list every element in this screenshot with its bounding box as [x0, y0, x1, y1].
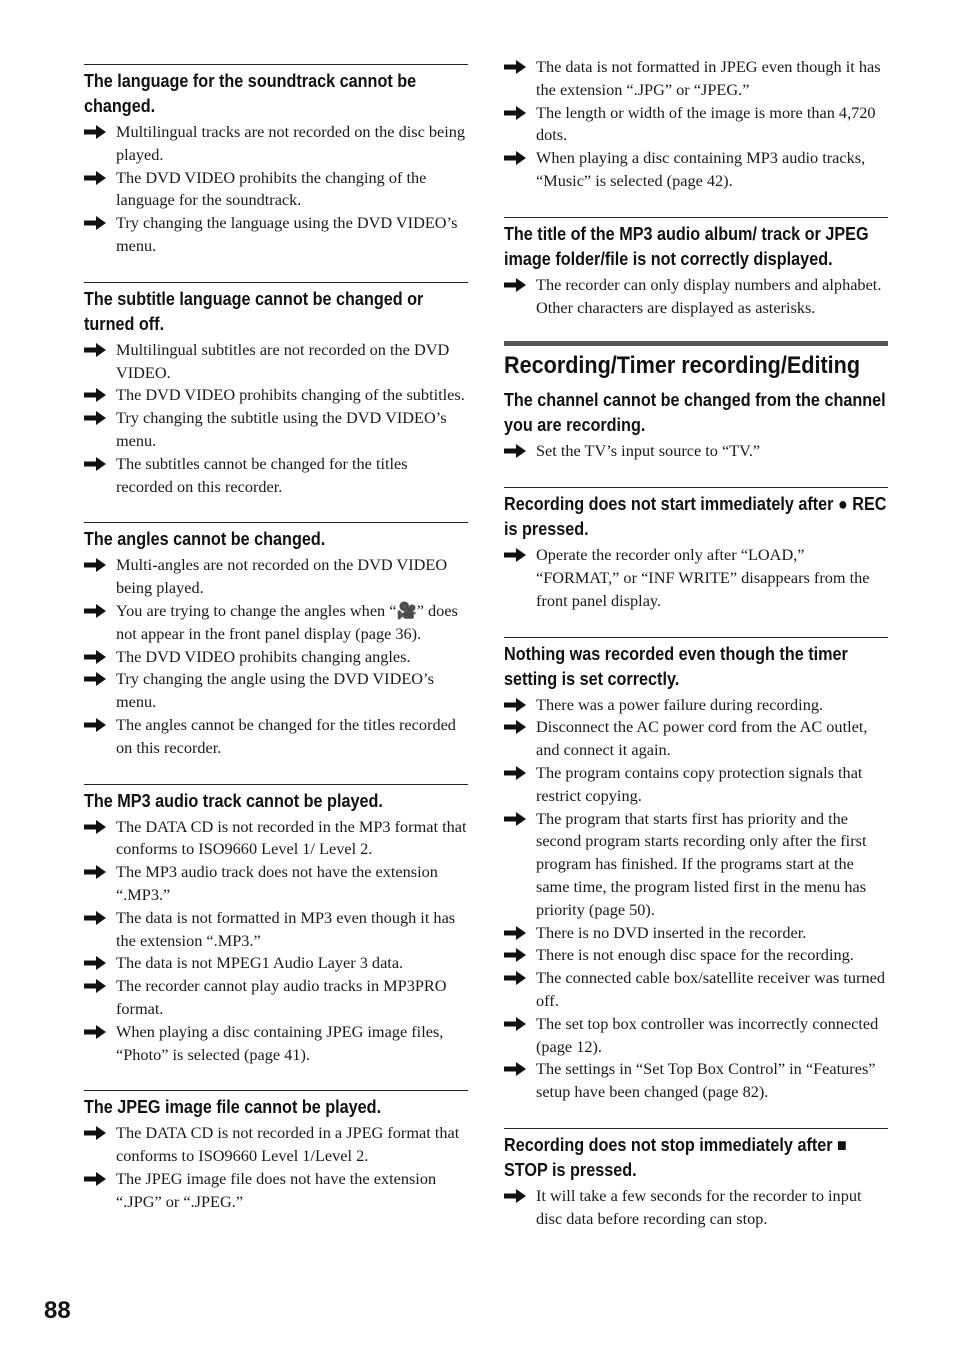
- arrow-icon: [84, 411, 106, 425]
- list-item-text: The set top box controller was incorrectly connected (page 12).: [536, 1013, 879, 1056]
- troubleshooting-section: [84, 784, 468, 1067]
- section-heading: Recording does not stop immediately after ■ STOP is pressed.: [504, 1134, 847, 1180]
- list-item: [84, 646, 468, 669]
- list-item: [504, 694, 888, 717]
- list-item-text: Operate the recorder only after “LOAD,” “FORMAT,” or “INF WRITE” disappears from the front panel display.: [536, 545, 870, 610]
- arrow-icon: [504, 106, 526, 120]
- bullet-list: [84, 121, 468, 258]
- arrow-icon: [84, 457, 106, 471]
- list-item: [504, 967, 888, 1013]
- list-item-text: The DVD VIDEO prohibits changing angles.: [116, 646, 411, 666]
- arrow-icon: [84, 911, 106, 925]
- section-heading: The angles cannot be changed.: [84, 529, 326, 550]
- troubleshooting-section: [84, 522, 468, 759]
- list-item-text: The data is not formatted in JPEG even though it has the extension “.JPG” or “JPEG.”: [536, 57, 881, 99]
- list-item: [84, 600, 468, 646]
- arrow-icon: [504, 971, 526, 985]
- list-item: [84, 1122, 468, 1168]
- list-item-text: There is no DVD inserted in the recorder.: [536, 922, 807, 942]
- arrow-icon: [84, 718, 106, 732]
- list-item: [84, 384, 468, 407]
- list-item: [504, 274, 888, 320]
- troubleshooting-section: [504, 388, 888, 463]
- arrow-icon: [84, 1025, 106, 1039]
- section-heading: The channel cannot be changed from the channel you are recording.: [504, 390, 886, 436]
- section-heading: Recording does not start immediately after ● REC is pressed.: [504, 494, 887, 540]
- list-item-text: The MP3 audio track does not have the extension “.MP3.”: [116, 862, 438, 904]
- bullet-list: [84, 339, 468, 499]
- list-item-text: The DATA CD is not recorded in a JPEG format that conforms to ISO9660 Level 1/Level 2.: [116, 1123, 460, 1166]
- list-item-text: Set the TV’s input source to “TV.”: [536, 441, 761, 461]
- list-item: [84, 975, 468, 1021]
- list-item: [84, 816, 468, 862]
- arrow-icon: [84, 558, 106, 572]
- list-item: [504, 808, 888, 922]
- list-item: [504, 1013, 888, 1059]
- troubleshooting-section: [504, 1128, 888, 1231]
- list-item: [84, 121, 468, 167]
- list-item-text: When playing a disc containing MP3 audio tracks, “Music” is selected (page 42).: [536, 148, 866, 190]
- list-item: [504, 544, 888, 612]
- list-item-text: The settings in “Set Top Box Control” in “Features” setup have been changed (page 82).: [536, 1059, 876, 1102]
- section-heading: The JPEG image file cannot be played.: [84, 1097, 382, 1118]
- left-column: [84, 64, 468, 1237]
- troubleshooting-section: [504, 487, 888, 612]
- list-item: [504, 1058, 888, 1104]
- list-item-text: The data is not formatted in MP3 even though it has the extension “.MP3.”: [116, 907, 456, 950]
- arrow-icon: [504, 1189, 526, 1203]
- section-heading: The subtitle language cannot be changed or turned off.: [84, 288, 424, 334]
- troubleshooting-section: [504, 217, 888, 320]
- list-item: [84, 407, 468, 453]
- bullet-list: [84, 1122, 468, 1213]
- list-item: [84, 1168, 468, 1214]
- arrow-icon: [504, 1062, 526, 1076]
- arrow-icon: [84, 979, 106, 993]
- arrow-icon: [84, 1172, 106, 1186]
- bullet-list: [504, 1185, 888, 1231]
- list-item-text: Try changing the angle using the DVD VIDEO’s menu.: [116, 669, 434, 712]
- list-item-text: It will take a few seconds for the recorder to input disc data before recording can stop.: [536, 1185, 862, 1228]
- list-item: [84, 212, 468, 258]
- list-item: [84, 167, 468, 213]
- arrow-icon: [504, 444, 526, 458]
- arrow-icon: [84, 956, 106, 970]
- list-item-text: You are trying to change the angles when “🎥” does not appear in the front panel display (page 36).: [116, 600, 458, 643]
- arrow-icon: [84, 650, 106, 664]
- arrow-icon: [84, 604, 106, 618]
- list-item-text: When playing a disc containing JPEG image files, “Photo” is selected (page 41).: [116, 1021, 444, 1064]
- arrow-icon: [504, 151, 526, 165]
- list-item-text: The JPEG image file does not have the extension “.JPG” or “.JPEG.”: [116, 1168, 437, 1211]
- list-item-text: The program that starts first has priority and the second program starts recording only after the first program has finished. If the programs start at the same time, the program listed first in the menu has priority (page 50).: [536, 808, 867, 919]
- bullet-list: [504, 544, 888, 612]
- right-column: [504, 56, 888, 1255]
- list-item-text: The recorder cannot play audio tracks in MP3PRO format.: [116, 976, 447, 1018]
- list-item: [84, 952, 468, 975]
- arrow-icon: [84, 343, 106, 357]
- arrow-icon: [84, 216, 106, 230]
- arrow-icon: [504, 720, 526, 734]
- arrow-icon: [84, 820, 106, 834]
- bullet-list: [504, 440, 888, 463]
- arrow-icon: [504, 948, 526, 962]
- arrow-icon: [84, 388, 106, 402]
- list-item: [504, 716, 888, 762]
- list-item: [504, 102, 888, 148]
- list-item: [84, 453, 468, 499]
- arrow-icon: [504, 548, 526, 562]
- arrow-icon: [504, 278, 526, 292]
- list-item-text: The subtitles cannot be changed for the titles recorded on this recorder.: [116, 453, 408, 496]
- troubleshooting-section: [504, 637, 888, 1104]
- section-heading: The title of the MP3 audio album/ track or JPEG image folder/file is not correctly displayed.: [504, 223, 869, 269]
- list-item: [84, 668, 468, 714]
- list-item: [84, 1021, 468, 1067]
- list-item: [504, 762, 888, 808]
- chapter-title: Recording/Timer recording/Editing: [504, 352, 861, 380]
- arrow-icon: [84, 1126, 106, 1140]
- section-heading: The language for the soundtrack cannot be changed.: [84, 71, 417, 116]
- list-item: [504, 56, 888, 102]
- troubleshooting-section: [84, 1090, 468, 1213]
- list-item-text: The DATA CD is not recorded in the MP3 format that conforms to ISO9660 Level 1/ Level 2.: [116, 816, 467, 859]
- list-item: [84, 714, 468, 760]
- arrow-icon: [84, 171, 106, 185]
- troubleshooting-section: [84, 64, 468, 258]
- arrow-icon: [504, 1017, 526, 1031]
- list-item: [84, 907, 468, 953]
- section-heading: The MP3 audio track cannot be played.: [84, 790, 383, 811]
- list-item-text: The DVD VIDEO prohibits the changing of the language for the soundtrack.: [116, 167, 427, 210]
- arrow-icon: [84, 672, 106, 686]
- list-item-text: Multilingual subtitles are not recorded on the DVD VIDEO.: [116, 339, 450, 382]
- list-item-text: There was a power failure during recording.: [536, 694, 824, 714]
- list-item-text: The recorder can only display numbers and alphabet. Other characters are displayed as asterisks.: [536, 274, 882, 317]
- list-item-text: The length or width of the image is more than 4,720 dots.: [536, 102, 876, 145]
- list-item-text: The connected cable box/satellite receiver was turned off.: [536, 968, 885, 1010]
- list-item-text: Try changing the language using the DVD VIDEO’s menu.: [116, 213, 458, 255]
- bullet-list: [504, 694, 888, 1104]
- bullet-list: [84, 554, 468, 759]
- list-item: [84, 339, 468, 385]
- page-number: 88: [44, 1297, 71, 1324]
- list-item: [84, 861, 468, 907]
- list-item-text: The data is not MPEG1 Audio Layer 3 data.: [116, 953, 404, 973]
- list-item-text: Multi-angles are not recorded on the DVD VIDEO being played.: [116, 555, 448, 598]
- arrow-icon: [84, 125, 106, 139]
- list-item-text: Disconnect the AC power cord from the AC outlet, and connect it again.: [536, 717, 868, 760]
- list-item-text: Try changing the subtitle using the DVD VIDEO’s menu.: [116, 408, 447, 450]
- arrow-icon: [504, 766, 526, 780]
- list-item-text: There is not enough disc space for the recording.: [536, 945, 854, 965]
- list-item: [504, 922, 888, 945]
- list-item-text: The DVD VIDEO prohibits changing of the subtitles.: [116, 385, 465, 405]
- list-item: [84, 554, 468, 600]
- arrow-icon: [504, 60, 526, 74]
- bullet-list: [504, 274, 888, 320]
- bullet-list: [84, 816, 468, 1067]
- list-item-text: The program contains copy protection signals that restrict copying.: [536, 762, 863, 805]
- list-item-text: The angles cannot be changed for the titles recorded on this recorder.: [116, 714, 456, 757]
- troubleshooting-section: [84, 282, 468, 499]
- continued-section: [504, 56, 888, 193]
- list-item-text: Multilingual tracks are not recorded on the disc being played.: [116, 122, 466, 164]
- section-heading: Nothing was recorded even though the timer setting is set correctly.: [504, 643, 848, 689]
- list-item: [504, 944, 888, 967]
- arrow-icon: [504, 698, 526, 712]
- list-item: [504, 147, 888, 193]
- arrow-icon: [504, 812, 526, 826]
- arrow-icon: [504, 926, 526, 940]
- arrow-icon: [84, 865, 106, 879]
- chapter-heading: [504, 341, 888, 382]
- list-item: [504, 1185, 888, 1231]
- list-item: [504, 440, 888, 463]
- bullet-list: [504, 56, 888, 193]
